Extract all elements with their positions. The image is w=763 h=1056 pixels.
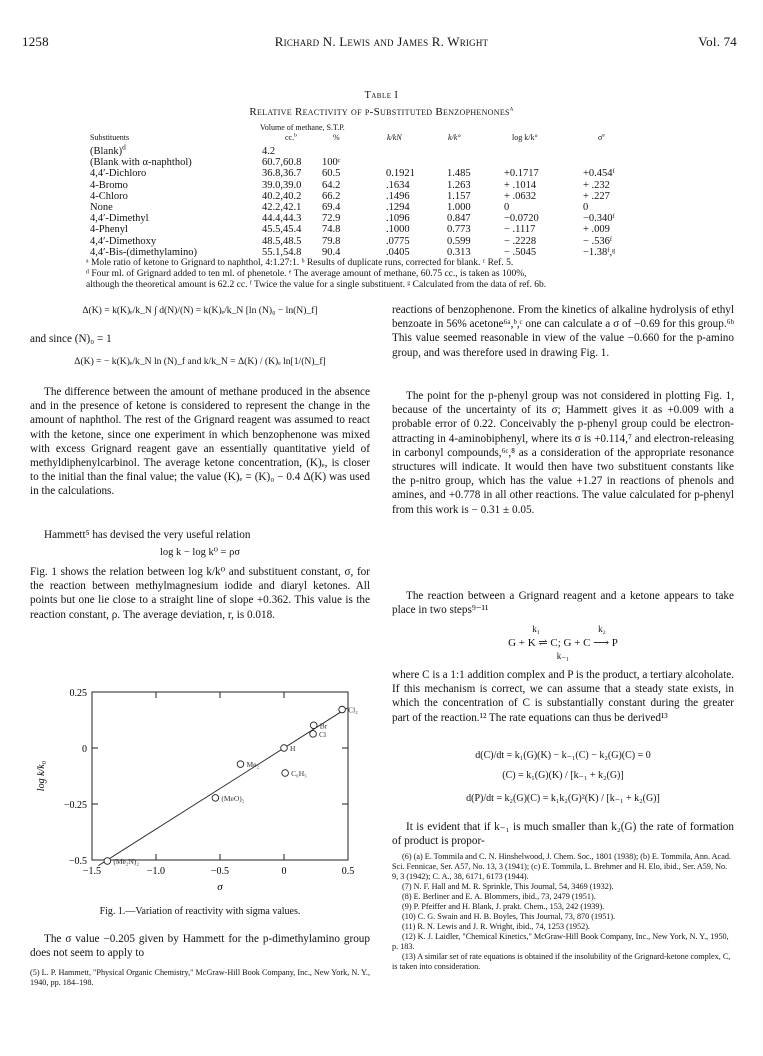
- right-para-5: [392, 820, 734, 848]
- table-cell-kk0: 0.773: [447, 224, 471, 236]
- header-substituents: Substituents: [90, 133, 130, 142]
- table-cell-sub: (Blank with α-naphthol): [90, 157, 192, 169]
- right-para-2-text: The point for the p-phenyl group was not considered in plotting Fig. 1, because of the uncertainty of its σ; Hammett gives it as +0.009 with a probable error of 0.22. Conceivably the p-phenyl group could be electron-attracting in 4-aminobiphenyl, where its σ is +0.114,⁷ and electron-releasing in carbonyl compounds,⁶ᶜ,⁸ as a consideration of the appropriate resonance structures will indicate. It would then have two substituent constants like the p-nitro group, which has the value +1.27 in reactions of phenols and amines, and +0.778 in all other reactions. The value calculated for p-phenyl from this work is − 0.31 ± 0.05.: [392, 390, 734, 516]
- table-cell-pct: 100ᶜ: [322, 157, 341, 169]
- header-k-k0: k/k°: [448, 133, 461, 142]
- reference-item: (12) K. J. Laidler, "Chemical Kinetics," McGraw-Hill Book Company, Inc., New York, N. Y., 1950, p. 183.: [392, 932, 729, 951]
- table-row: [0, 157, 763, 169]
- table-cell-sigma: + .009: [583, 224, 610, 236]
- table-cell-kkn: .1634: [386, 179, 410, 191]
- table-cell-pct: 60.5: [322, 168, 341, 180]
- since-line: and since (N)₀ = 1: [30, 333, 112, 345]
- running-title: Richard N. Lewis and James R. Wright: [274, 34, 489, 49]
- rate-equation-a: d(C)/dt = k₁(G)(K) − k₋₁(C) − k₂(G)(C) = 0: [475, 750, 651, 761]
- table-title: [0, 103, 763, 118]
- table-title-sup: a: [509, 103, 514, 113]
- table-cell-pct: 66.2: [322, 190, 341, 202]
- table-cell-kkn: .1496: [386, 190, 410, 202]
- table-title-text: Relative Reactivity of p-Substituted Benzophenones: [249, 106, 510, 118]
- reference-item: (8) E. Berliner and E. A. Blommers, ibid., 73, 2479 (1951).: [402, 892, 596, 901]
- right-para-5-text: It is evident that if k₋₁ is much smaller than k₂(G) the rate of formation of product is propor-: [392, 821, 734, 848]
- table-cell-sup: d: [122, 142, 126, 152]
- table-cell-log: − .5045: [504, 246, 537, 258]
- volume-label: Vol. 74: [698, 34, 737, 49]
- equation-3: log k − log k⁰ = ρσ: [159, 547, 241, 558]
- x-axis-label: σ: [217, 881, 223, 893]
- header-sigma: [598, 133, 605, 142]
- data-point: [310, 731, 317, 738]
- data-point: [282, 770, 289, 777]
- table-cell-sub: 4-Chloro: [90, 190, 128, 202]
- right-para-3: [392, 589, 734, 617]
- data-point: [339, 706, 346, 713]
- table-row: [0, 247, 763, 259]
- scheme-rate-constants: [392, 624, 734, 634]
- table-cell-kk0: 0.599: [447, 235, 471, 247]
- table-cell-sigma: + .232: [583, 179, 610, 191]
- left-para-3: [30, 565, 370, 622]
- table-cell-sub: (Blank)$^d$: [90, 142, 126, 157]
- reference-5: (5) L. P. Hammett, "Physical Organic Chemistry," McGraw-Hill Book Company, Inc., New York, N. Y., 1940, pp. 184–198.: [30, 968, 370, 987]
- table-cell-kk0: 0.313: [447, 246, 471, 258]
- right-para-4: [392, 668, 734, 725]
- table-cell-sub: 4-Phenyl: [90, 224, 128, 236]
- scheme-k2: k₂: [598, 624, 606, 634]
- y-tick-label: −0.25: [63, 800, 87, 811]
- table-cell-sub: 4,4′-Dichloro: [90, 168, 147, 180]
- equation-1: Δ(K) = k(K)ₑ/k_N ∫ d(N)/(N) = k(K)ₑ/k_N [ln (N)₀ − ln(N)_f]: [82, 305, 318, 316]
- data-point-label: Me₂: [246, 760, 260, 770]
- data-point: [237, 761, 244, 768]
- table-cell-kk0: 1.157: [447, 190, 471, 202]
- left-para-1: [30, 385, 370, 499]
- reference-item: (13) A similar set of rate equations is obtained if the insolubility of the Grignard-ketone complex, C, is taken into consideration.: [392, 952, 731, 971]
- table-cell-sigma: −0.340ᶠ: [583, 213, 615, 225]
- data-point: [281, 745, 288, 752]
- right-para-1-text: reactions of benzophenone. From the kinetics of alkaline hydrolysis of ethyl benzoate in 56% acetone⁶ᵃ,ᵇ,ᶜ one can calculate a σ of −0.69 for this group.⁶ᵇ This value seemed reasonable in view of the value −0.660 for the p-amino group, and was therefore used in drawing Fig. 1.: [392, 304, 734, 359]
- reaction-scheme: G + K ⇌ C; G + C ⟶ P: [508, 637, 618, 649]
- table-row: [0, 213, 763, 225]
- x-tick-label: −1.0: [146, 866, 166, 877]
- table-cell-kkn: 0.1921: [386, 168, 415, 180]
- table-cell-sigma: 0: [583, 202, 589, 213]
- table-cell-kkn: .0405: [386, 246, 410, 258]
- y-tick-label: 0: [82, 744, 87, 755]
- data-point-label: Cl₂: [348, 705, 358, 715]
- rate-equation-b: (C) = k₁(G)(K) / [k₋₁ + k₂(G)]: [502, 770, 624, 781]
- table-footnote-1: ᵃ Mole ratio of ketone to Grignard to naphthol, 4:1.27:1. ᵇ Results of duplicate runs, corrected for blank. ᶜ Ref. 5.: [86, 258, 514, 268]
- scheme-k-minus-1: k₋₁: [556, 651, 570, 661]
- header-k-kn: k/kN: [387, 133, 402, 142]
- data-point-label: (MeO)₂: [221, 793, 245, 803]
- table-cell-kkn: .0775: [386, 235, 410, 247]
- plot-frame: [92, 692, 348, 860]
- reference-item: (6) (a) E. Tommila and C. N. Hinshelwood, J. Chem. Soc., 1801 (1938); (b) E. Tommila, Ann. Acad. Sci. Fennicae, Ser. A57, No. 13, 3 (1941); (c) E. Tommila, L. Brehmer and H. Elo, ibid., Ser. A59, No. 9, 3 (1942); C. A., 38, 6171, 6173 (1944).: [392, 852, 731, 881]
- table-cell-sub: 4,4′-Dimethyl: [90, 213, 149, 225]
- left-para-2: [30, 528, 370, 542]
- x-tick-label: −1.5: [82, 866, 102, 877]
- left-para-4: [30, 932, 370, 960]
- table-cell-pct: 64.2: [322, 179, 341, 191]
- scheme-k1: k₁: [532, 624, 540, 634]
- table-cell-vol: 36.8,36.7: [262, 168, 302, 180]
- table-cell-log: 0: [504, 202, 510, 213]
- data-point-label: H: [290, 744, 296, 753]
- y-tick-label: 0.25: [69, 688, 87, 699]
- data-point: [212, 795, 219, 802]
- y-tick-label: −0.5: [68, 856, 87, 867]
- table-cell-vol: 60.7,60.8: [262, 157, 302, 169]
- data-point-label: C₆H₅: [291, 769, 307, 779]
- table-cell-kk0: 1.000: [447, 202, 471, 213]
- plot-group: [36, 688, 358, 893]
- table-cell-log: +0.1717: [504, 168, 539, 180]
- table-cell-pct: 72.9: [322, 213, 341, 225]
- data-point: [104, 858, 111, 865]
- table-cell-vol: 40.2,40.2: [262, 190, 302, 202]
- table-cell-kkn: .1000: [386, 224, 410, 236]
- equation-2: Δ(K) = − k(K)ₑ/k_N ln (N)_f and k/k_N = Δ(K) / (K)ₑ ln[1/(N)_f]: [74, 356, 326, 367]
- table-cell-sigma: + .227: [583, 190, 610, 202]
- table-cell-log: + .1014: [504, 179, 537, 191]
- table-cell-sigma: −1.38ᶠ,ᵍ: [583, 246, 616, 258]
- y-axis-label: log k/k₀: [36, 760, 47, 792]
- figure-1-plot: [30, 678, 370, 898]
- left-para-2-text: Hammett⁵ has devised the very useful relation: [44, 529, 251, 541]
- reference-item: (9) P. Pfeiffer and H. Blank, J. prakt. Chem., 153, 242 (1939).: [402, 902, 605, 911]
- table-cell-kk0: 1.263: [447, 179, 471, 191]
- table-cell-vol: 39.0,39.0: [262, 179, 302, 191]
- table-cell-kkn: .1096: [386, 213, 410, 225]
- table-cell-sub: 4,4′-Dimethoxy: [90, 235, 157, 247]
- table-row: [0, 191, 763, 203]
- table-cell-log: + .0632: [504, 190, 537, 202]
- table-cell-kkn: .1294: [386, 202, 410, 213]
- table-label: Table I: [364, 90, 399, 101]
- data-point-label: (Me₂N)₂: [113, 857, 140, 867]
- table-cell-sub: 4,4′-Bis-(dimethylamino): [90, 246, 197, 258]
- right-para-1: [392, 303, 734, 360]
- right-para-4-text: where C is a 1:1 addition complex and P is the product, a tertiary alcoholate. If this mechanism is correct, we can assume that a steady state exists, in which the concentration of C is substantially constant during the greater part of the reaction.¹² The rate equations can thus be derived¹³: [392, 669, 734, 724]
- x-tick-label: 0: [281, 866, 287, 877]
- header-sigma-sup: e: [602, 132, 605, 139]
- table-cell-log: −0.0720: [504, 213, 539, 225]
- table-cell-vol: 44.4,44.3: [262, 213, 302, 225]
- table-cell-vol: 45.5,45.4: [262, 224, 302, 236]
- table-row: [0, 224, 763, 236]
- header-volume-unit-sup: b: [294, 132, 297, 139]
- table-cell-sub: 4-Bromo: [90, 179, 128, 191]
- table-cell-vol: 4.2: [262, 146, 276, 157]
- table-cell-kk0: 0.847: [447, 213, 471, 225]
- header-percent: %: [333, 133, 340, 142]
- table-cell-pct: 90.4: [322, 246, 341, 258]
- data-point: [310, 722, 317, 729]
- left-para-1-text: The difference between the amount of methane produced in the absence and in the presence of ketone is considered to represent the change in the amount of naphthol. The rest of the Grignard reagent was assumed to react with the ketone, since one experiment in which benzophenone was mixed with excess Grignard reagent gave an essentially quantitative yield of methyldiphenylcarbinol. The average ketone concentration, (K)ₑ, is closer to the initial than the final value; the value (K)ₑ = (K)₀ − 0.4 Δ(K) was used in the calculations.: [30, 386, 370, 498]
- reference-item: (10) C. G. Swain and H. B. Boyles, This Journal, 73, 870 (1951).: [402, 912, 616, 921]
- left-para-3-text: Fig. 1 shows the relation between log k/k⁰ and substituent constant, σ, for the reaction between methylmagnesium iodide and diaryl ketones. All points but one lie close to a straight line of slope +0.362. This value is the reaction constant, ρ. The average deviation, r, is 0.018.: [30, 566, 370, 621]
- references-list: [392, 852, 734, 972]
- table-cell-log: − .2228: [504, 235, 537, 247]
- table-cell-sigma: +0.454ᶠ: [583, 168, 615, 180]
- table-cell-pct: 74.8: [322, 224, 341, 236]
- table-row: [0, 180, 763, 192]
- fit-line: [98, 708, 347, 866]
- table-footnote-2: ᵈ Four ml. of Grignard added to ten ml. of phenetole. ᵉ The average amount of methane, 60.75 cc., is taken as 100%,: [86, 269, 527, 279]
- data-point-label: Cl: [319, 729, 327, 739]
- header-volume: Volume of methane, S.T.P.: [260, 123, 345, 132]
- table-footnote-3: although the theoretical amount is 62.2 cc. ᶠ Twice the value for a single substituent. ᵍ Calculated from the data of ref. 6b.: [86, 280, 547, 290]
- x-tick-label: −0.5: [210, 866, 230, 877]
- header-volume-unit: [285, 133, 297, 142]
- left-para-4-text: The σ value −0.205 given by Hammett for the p-dimethylamino group does not seem to apply to: [30, 933, 370, 960]
- table-cell-vol: 55.1,54.8: [262, 246, 302, 258]
- table-cell-sigma: − .536ᶠ: [583, 235, 613, 247]
- table-cell-kk0: 1.485: [447, 168, 471, 180]
- table-cell-pct: 69.4: [322, 202, 341, 213]
- right-para-2: [392, 389, 734, 517]
- table-row: [0, 236, 763, 248]
- table-cell-sub: None: [90, 202, 113, 213]
- page-number: 1258: [22, 34, 49, 49]
- table-cell-pct: 79.8: [322, 235, 341, 247]
- right-para-3-text: The reaction between a Grignard reagent and a ketone appears to take place in two steps⁹⁻¹¹: [392, 590, 734, 617]
- x-tick-label: 0.5: [341, 866, 355, 877]
- header-volume-unit-text: cc.: [285, 133, 295, 142]
- reference-item: (7) N. F. Hall and M. R. Sprinkle, This Journal, 54, 3469 (1932).: [402, 882, 614, 891]
- reference-item: (11) R. N. Lewis and J. R. Wright, ibid., 74, 1253 (1952).: [402, 922, 590, 931]
- table-cell-vol: 42.2,42.1: [262, 202, 302, 213]
- table-row: [0, 142, 763, 158]
- data-point-label: Br: [319, 721, 328, 731]
- header-log: log k/k°: [512, 133, 538, 142]
- table-row: [0, 202, 763, 214]
- table-cell-vol: 48.5,48.5: [262, 235, 302, 247]
- table-cell-log: − .1117: [504, 224, 536, 236]
- figure-caption: Fig. 1.—Variation of reactivity with sigma values.: [99, 906, 301, 917]
- rate-equation-c: d(P)/dt = k₂(G)(C) = k₁k₂(G)²(K) / [k₋₁ + k₂(G)]: [466, 793, 660, 804]
- table-row: [0, 168, 763, 180]
- header-sigma-text: σ: [598, 133, 603, 142]
